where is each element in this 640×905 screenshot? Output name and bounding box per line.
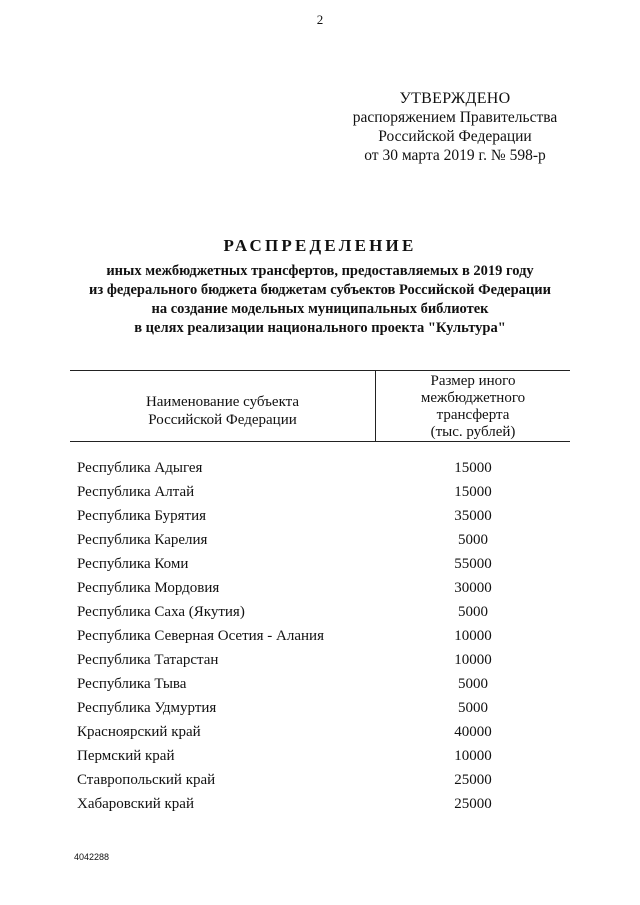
subject-name: Республика Адыгея	[77, 460, 203, 476]
subject-name: Республика Коми	[77, 556, 189, 572]
header-amount-line-2: межбюджетного	[420, 390, 526, 406]
table-row	[70, 456, 570, 480]
subtitle-line-3: на создание модельных муниципальных библиотек	[151, 301, 489, 317]
transfer-amount: 40000	[454, 724, 492, 740]
transfer-amount: 5000	[458, 532, 488, 548]
table-row	[70, 768, 570, 792]
table-row	[70, 648, 570, 672]
page-number: 2	[316, 12, 324, 27]
table-row	[70, 672, 570, 696]
subtitle-line-4: в целях реализации национального проекта "Культура"	[134, 320, 506, 336]
transfer-amount: 35000	[454, 508, 492, 524]
approval-line-2: Российской Федерации	[378, 128, 532, 145]
transfer-amount: 15000	[454, 460, 492, 476]
table-row	[70, 576, 570, 600]
subject-name: Республика Северная Осетия - Алания	[77, 628, 324, 644]
table-body	[70, 456, 570, 816]
subject-name: Республика Удмуртия	[77, 700, 217, 716]
table-row	[70, 696, 570, 720]
subject-name: Республика Саха (Якутия)	[77, 604, 245, 620]
table-row	[70, 528, 570, 552]
transfer-amount: 10000	[454, 748, 492, 764]
document-subtitle	[60, 262, 580, 338]
distribution-table	[70, 370, 570, 812]
subject-name: Ставропольский край	[77, 772, 216, 788]
subject-name: Хабаровский край	[77, 796, 194, 812]
table-row	[70, 720, 570, 744]
approval-heading: УТВЕРЖДЕНО	[399, 90, 511, 107]
table-row	[70, 744, 570, 768]
subject-name: Республика Алтай	[77, 484, 195, 500]
header-subject-line-1: Наименование субъекта	[145, 394, 300, 410]
transfer-amount: 15000	[454, 484, 492, 500]
table-row	[70, 600, 570, 624]
transfer-amount: 25000	[454, 772, 492, 788]
table-row	[70, 792, 570, 816]
subtitle-line-1: иных межбюджетных трансфертов, предоставляемых в 2019 году	[106, 263, 534, 279]
header-transfer-amount	[376, 373, 570, 441]
transfer-amount: 5000	[458, 676, 488, 692]
subject-name: Республика Бурятия	[77, 508, 207, 524]
subtitle-line-2: из федерального бюджета бюджетам субъектов Российской Федерации	[89, 282, 551, 298]
transfer-amount: 25000	[454, 796, 492, 812]
transfer-amount: 30000	[454, 580, 492, 596]
subject-name: Пермский край	[77, 748, 175, 764]
header-subject-name	[70, 393, 375, 429]
transfer-amount: 5000	[458, 700, 488, 716]
approval-stamp	[340, 89, 570, 165]
table-row	[70, 624, 570, 648]
header-amount-line-3: трансферта	[436, 407, 510, 423]
subject-name: Красноярский край	[77, 724, 201, 740]
table-row	[70, 480, 570, 504]
table-row	[70, 552, 570, 576]
transfer-amount: 10000	[454, 652, 492, 668]
subject-name: Республика Карелия	[77, 532, 208, 548]
subject-name: Республика Татарстан	[77, 652, 219, 668]
subject-name: Республика Тыва	[77, 676, 187, 692]
approval-line-3: от 30 марта 2019 г. № 598-р	[364, 147, 546, 164]
transfer-amount: 55000	[454, 556, 492, 572]
table-row	[70, 504, 570, 528]
subject-name: Республика Мордовия	[77, 580, 220, 596]
transfer-amount: 5000	[458, 604, 488, 620]
table-header	[70, 370, 570, 442]
approval-line-1: распоряжением Правительства	[352, 109, 558, 126]
document-title: РАСПРЕДЕЛЕНИЕ	[223, 236, 417, 255]
header-subject-line-2: Российской Федерации	[148, 412, 297, 428]
transfer-amount: 10000	[454, 628, 492, 644]
header-amount-line-1: Размер иного	[430, 373, 516, 389]
header-amount-line-4: (тыс. рублей)	[430, 424, 516, 440]
document-code: 4042288	[74, 852, 110, 862]
